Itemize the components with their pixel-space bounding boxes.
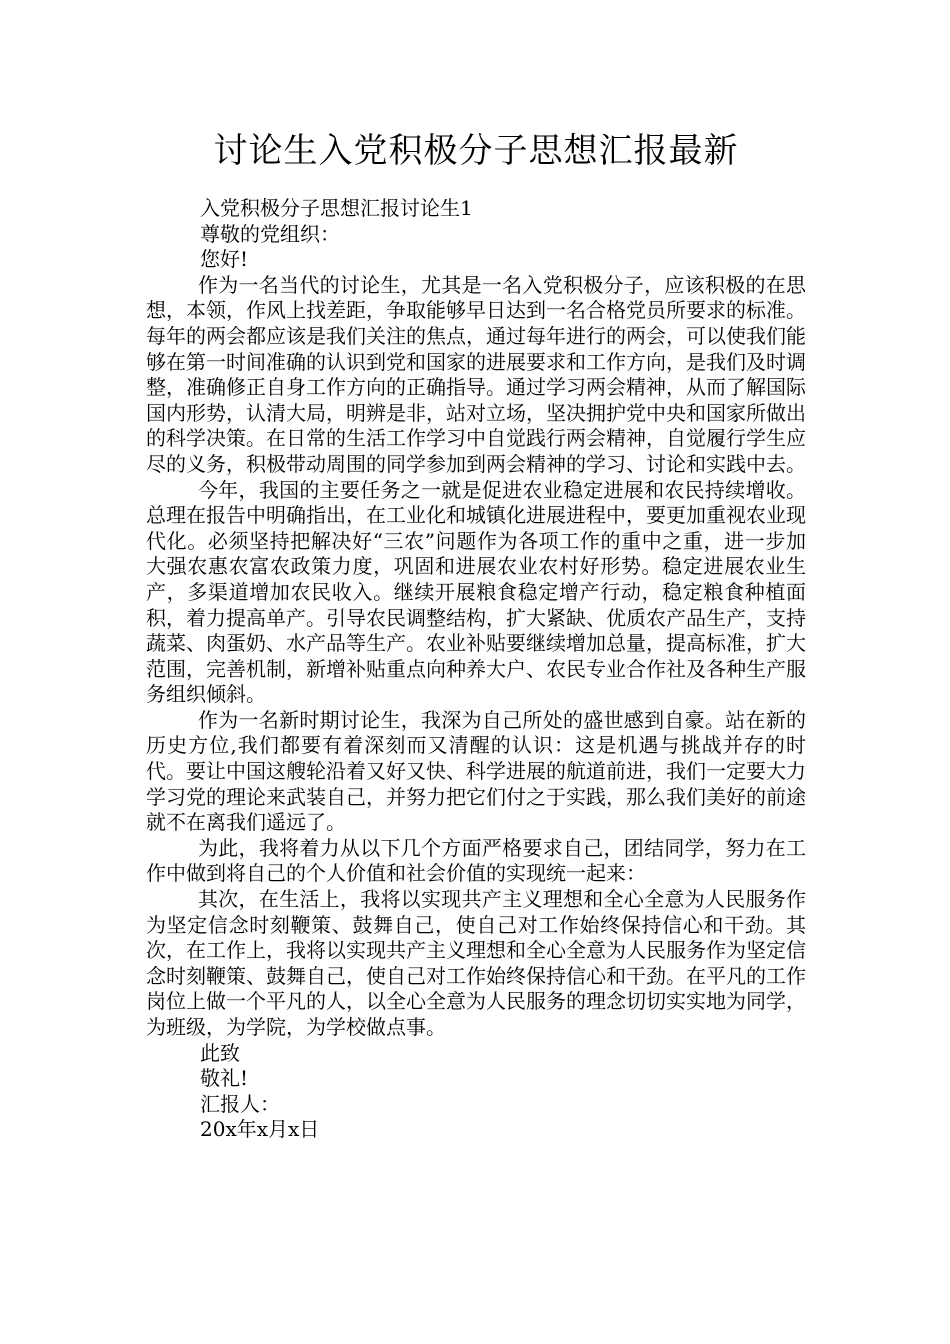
body-paragraph-1: 作为一名当代的讨论生，尤其是一名入党积极分子，应该积极的在思想，本领，作风上找差距，争取能够早日达到一名合格党员所要求的标准。每年的两会都应该是我们关注的焦点，通过每年进行的两会，可以使我们能够在第一时间准确的认识到党和国家的进展要求和工作方向，是我们及时调整，准确修正自身工作方向的正确指导。通过学习两会精神，从而了解国际国内形势，认清大局，明辨是非，站对立场，坚决拥护党中央和国家所做出的科学决策。在日常的生活工作学习中自觉践行两会精神，自觉履行学生应尽的义务，积极带动周围的同学参加到两会精神的学习、讨论和实践中去。 bbox=[146, 272, 806, 476]
regards-line: 敬礼! bbox=[200, 1066, 249, 1091]
body-paragraph-2: 今年，我国的主要任务之一就是促进农业稳定进展和农民持续增收。总理在报告中明确指出，在工业化和城镇化进展进程中，要更加重视农业现代化。必须坚持把解决好“三农”问题作为各项工作的重中之重，进一步加大强农惠农富农政策力度，巩固和进展农业农村好形势。稳定进展农业生产，多渠道增加农民收入。继续开展粮食稳定增产行动，稳定粮食种植面积，着力提高单产。引导农民调整结构，扩大紧缺、优质农产品生产，支持蔬菜、肉蛋奶、水产品等生产。农业补贴要继续增加总量，提高标准，扩大范围，完善机制，新增补贴重点向种养大户、农民专业合作社及各种生产服务组织倾斜。 bbox=[146, 477, 806, 707]
salutation: 尊敬的党组织： bbox=[200, 221, 340, 246]
body-paragraph-5: 其次，在生活上，我将以实现共产主义理想和全心全意为人民服务作为坚定信念时刻鞭策、鼓舞自己，使自己对工作始终保持信心和干劲。其次，在工作上，我将以实现共产主义理想和全心全意为人民服务作为坚定信念时刻鞭策、鼓舞自己，使自己对工作始终保持信心和干劲。在平凡的工作岗位上做一个平凡的人，以全心全意为人民服务的理念切切实实地为同学，为班级，为学院，为学校做点事。 bbox=[146, 887, 806, 1039]
date-line: 20x年x月x日 bbox=[200, 1117, 320, 1142]
document-body bbox=[146, 196, 806, 1143]
closing-line: 此致 bbox=[200, 1040, 240, 1065]
body-paragraph-4: 为此，我将着力从以下几个方面严格要求自己，团结同学，努力在工作中做到将自己的个人价值和社会价值的实现统一起来： bbox=[146, 835, 806, 886]
document-subtitle: 入党积极分子思想汇报讨论生1 bbox=[200, 196, 473, 220]
document-title: 讨论生入党积极分子思想汇报最新 bbox=[213, 131, 739, 171]
reporter-line: 汇报人： bbox=[200, 1091, 280, 1116]
greeting: 您好! bbox=[200, 247, 249, 272]
body-paragraph-3: 作为一名新时期讨论生，我深为自己所处的盛世感到自豪。站在新的历史方位,我们都要有着深刻而又清醒的认识：这是机遇与挑战并存的时代。要让中国这艘轮沿着又好又快、科学进展的航道前进，我们一定要大力学习党的理论来武装自己，并努力把它们付之于实践，那么我们美好的前途就不在离我们遥远了。 bbox=[146, 707, 806, 835]
